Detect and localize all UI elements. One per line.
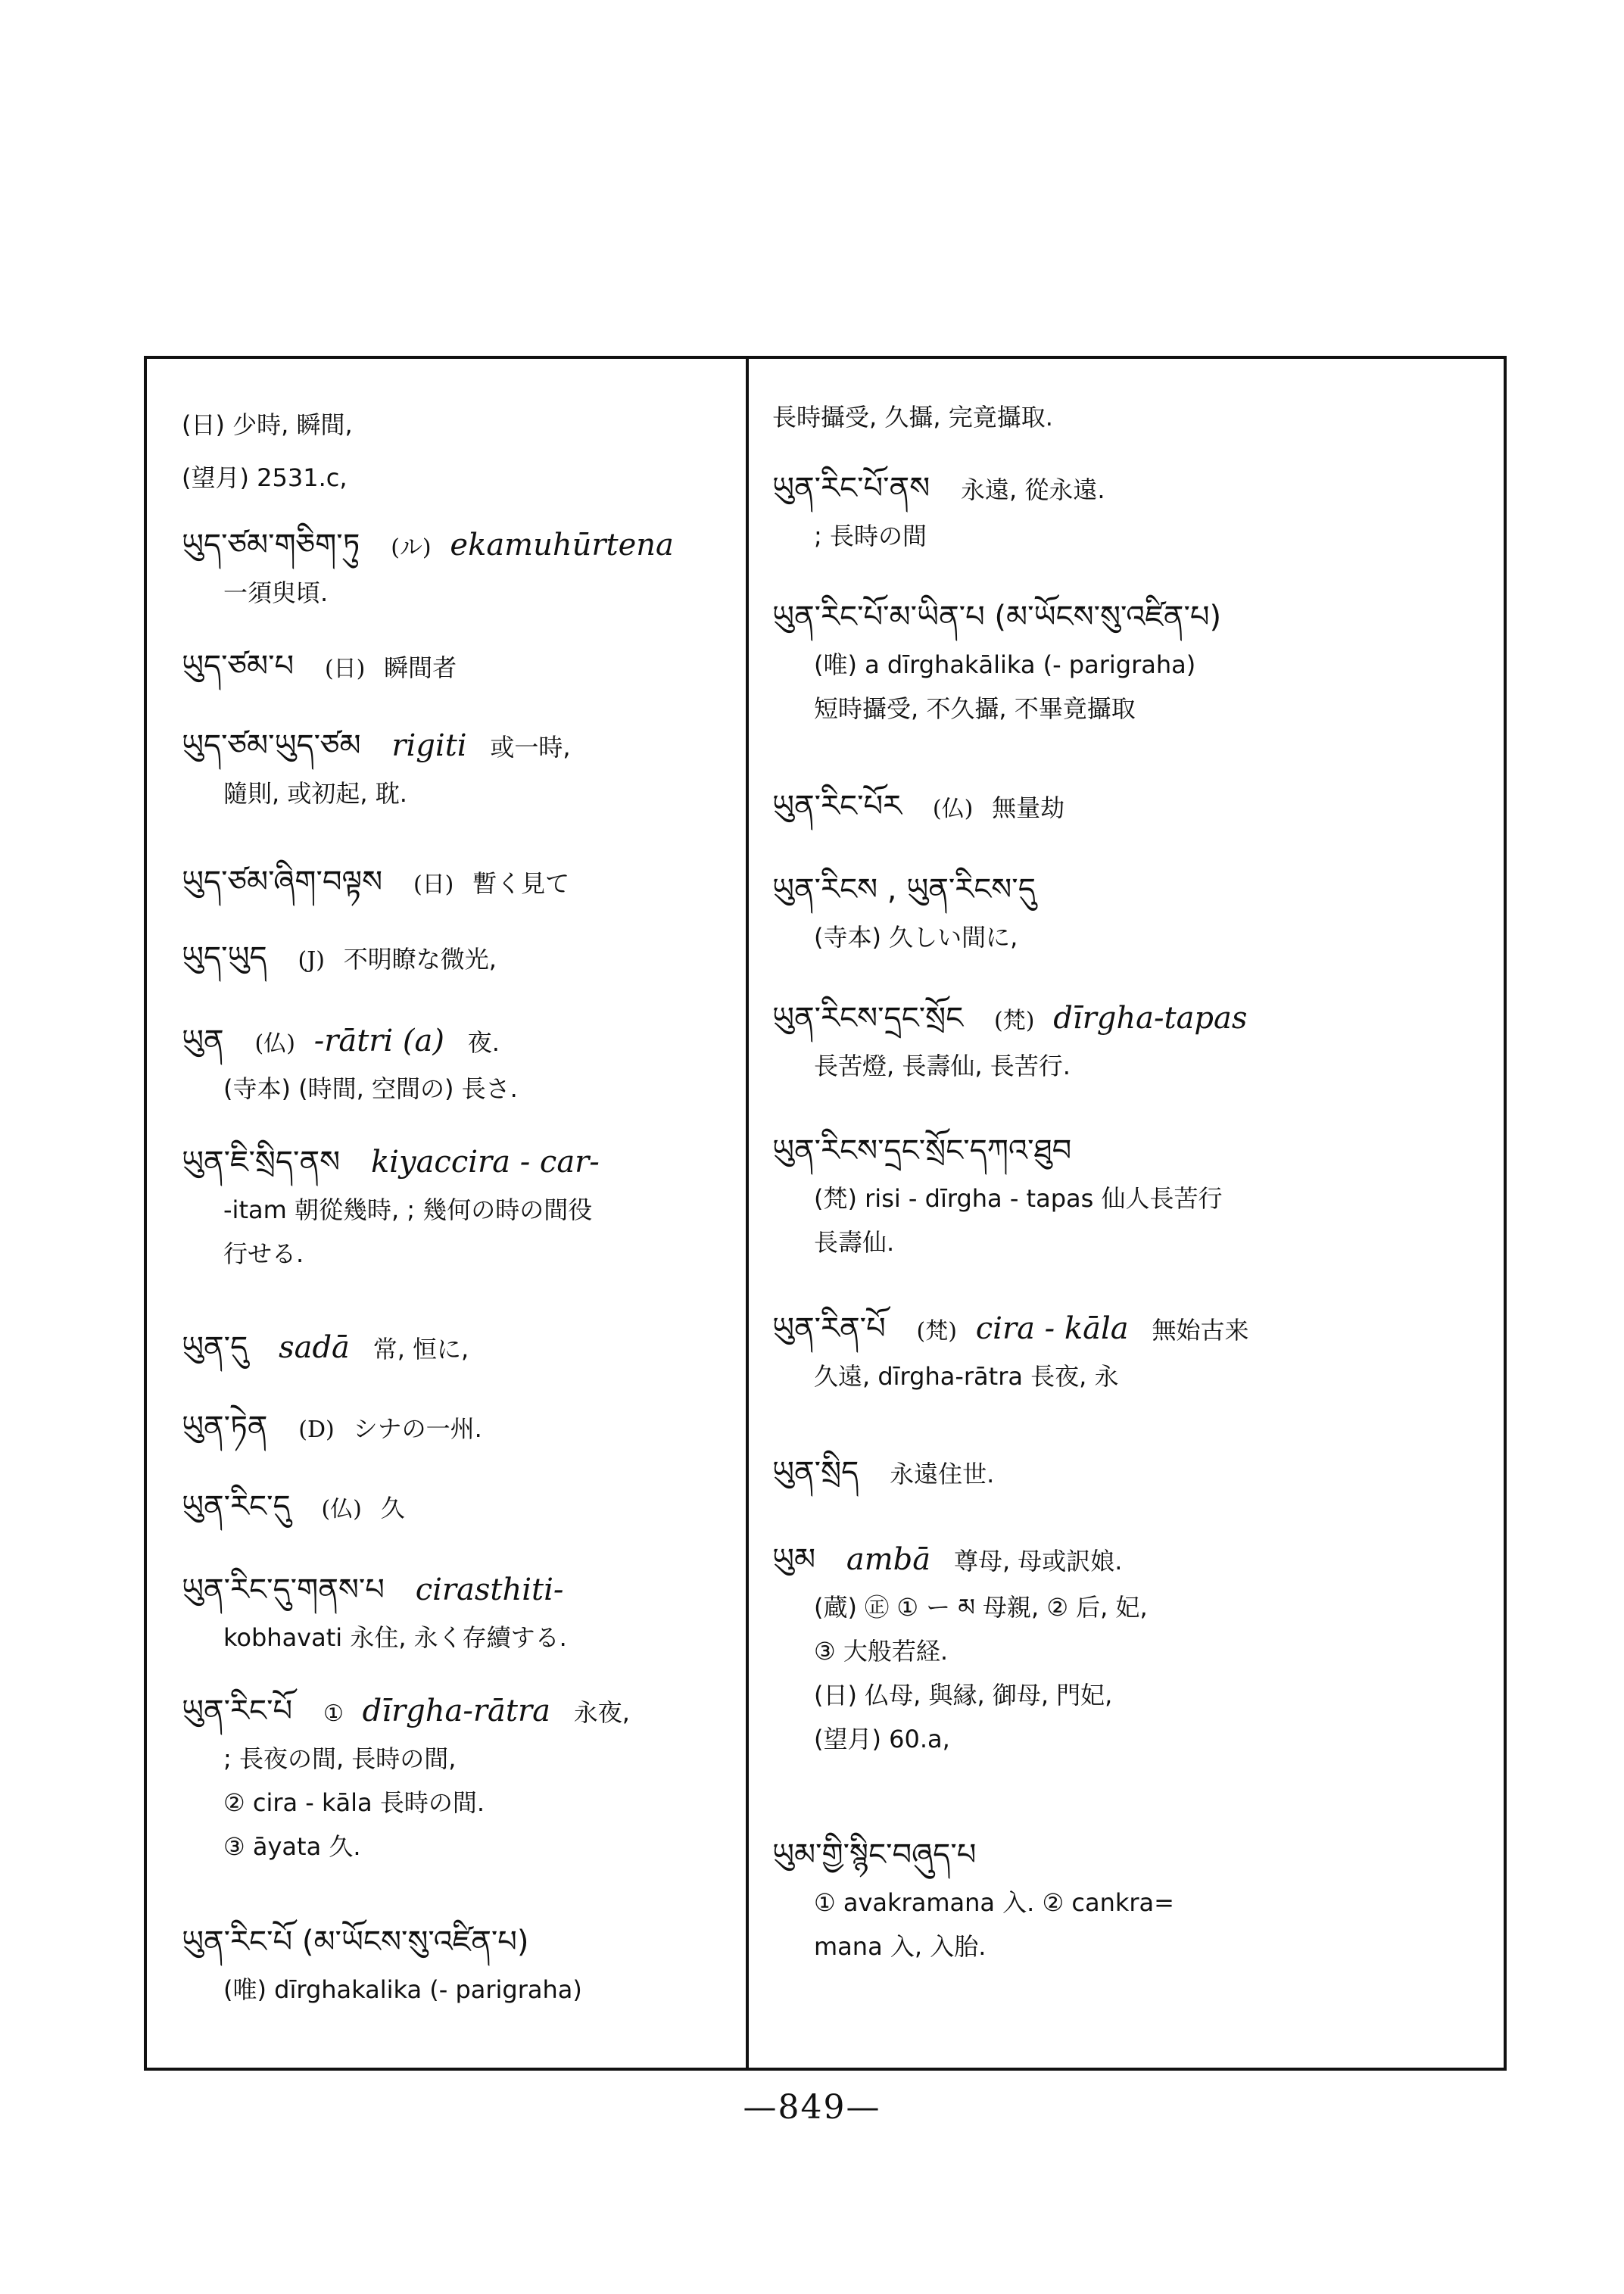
sanskrit-term: -rātri (a) <box>313 1024 444 1058</box>
tibetan-headword: ཡུན་རིངས , ཡུན་རིངས་དུ <box>772 872 1036 907</box>
source-tag: (仏) <box>932 796 974 822</box>
tibetan-headword: ཡུན <box>182 1024 224 1058</box>
entry <box>772 598 1348 724</box>
entry <box>772 469 1348 551</box>
gloss-line: 久遠, dīrgha-rātra 長夜, 永 <box>814 1362 1119 1391</box>
tibetan-headword: ཡུན་རིང་དུ་གནས་པ <box>182 1572 385 1607</box>
gloss-line: 長時攝受, 久攝, 完竟攝取. <box>772 403 1053 432</box>
entry <box>182 1408 757 1446</box>
entry <box>772 871 1348 952</box>
gloss-line: kobhavati 永住, 永く存續する. <box>223 1623 567 1652</box>
entry <box>772 401 1348 434</box>
source-tag: (梵) <box>994 1008 1035 1034</box>
gloss: 永夜, <box>573 1698 630 1727</box>
gloss-line: (望月) 60.a, <box>814 1725 950 1753</box>
entry <box>182 1143 757 1269</box>
source-tag: (日) <box>413 871 454 898</box>
entry-text: (日) 少時, 瞬間, <box>182 410 353 439</box>
gloss-line: 長壽仙. <box>814 1228 895 1257</box>
gloss-line: 隨則, 或初起, 耽. <box>223 779 407 808</box>
gloss: 暫く見て <box>472 869 570 898</box>
sanskrit-term: dīrgha-tapas <box>1053 1001 1248 1036</box>
tibetan-headword: ཡུད་ཙམ་པ <box>182 649 295 684</box>
tibetan-headword: ཡུད་ཙམ་ཞིག་བལྟས <box>182 865 383 899</box>
gloss-line: mana 入, 入胎. <box>814 1932 987 1961</box>
source-tag: (梵) <box>916 1318 957 1345</box>
entry <box>182 863 757 901</box>
tibetan-headword: ཡུན་རིང་པོ་ནས <box>772 471 930 506</box>
gloss-line: ③ āyata 久. <box>223 1832 361 1861</box>
entry <box>182 1488 757 1526</box>
source-tag: (D) <box>298 1417 335 1443</box>
sanskrit-term: dīrgha-rātra <box>362 1694 550 1728</box>
gloss: 無始古来 <box>1152 1316 1249 1345</box>
entry <box>182 1692 757 1862</box>
tibetan-headword: ཡུན་དུ <box>182 1330 248 1365</box>
gloss-line: 長苦燈, 長壽仙, 長苦行. <box>814 1052 1071 1080</box>
entry <box>182 526 757 608</box>
gloss: 常, 恒に, <box>372 1335 469 1364</box>
gloss-line: (梵) risi - dīrgha - tapas 仙人長苦行 <box>814 1184 1223 1213</box>
tibetan-headword: ཡུད་ཙམ་གཅིག་ཏུ <box>182 528 360 563</box>
entry <box>772 1454 1348 1491</box>
gloss-line: -itam 朝從幾時, ; 幾何の時の間役 <box>223 1195 593 1224</box>
tibetan-headword: ཡུན་རིང་པོ (མ་ཡོངས་སུ་འཛིན་པ) <box>182 1925 529 1959</box>
tibetan-headword: ཡུན་རིངས་དྲང་སྲོང <box>772 1001 964 1036</box>
sanskrit-term: rigiti <box>391 728 467 763</box>
source-tag: (ル) <box>391 535 432 561</box>
entry <box>772 999 1348 1081</box>
source-tag: (仏) <box>254 1030 295 1057</box>
entry <box>182 462 757 494</box>
gloss: 尊母, 母或訳娘. <box>953 1547 1123 1576</box>
gloss: 久 <box>380 1494 405 1523</box>
tibetan-headword: ཡུད་ཙམ་ཡུད་ཙམ <box>182 728 361 763</box>
gloss: 永遠, 從永遠. <box>961 475 1105 504</box>
gloss-line: 短時攝受, 不久攝, 不畢竟攝取 <box>814 694 1136 723</box>
sanskrit-term: cira - kāla <box>975 1311 1129 1346</box>
tibetan-headword: ཡུན་ཇི་སྲིད་ནས <box>182 1145 341 1180</box>
gloss-line: ① avakramana 入. ② cankra= <box>814 1888 1174 1917</box>
tibetan-headword: ཡུན་རིང་པོ་མ་ཡིན་པ (མ་ཡོངས་སུ་འཛིན་པ) <box>772 600 1222 634</box>
tibetan-headword: ཡུན་སྲིད <box>772 1455 859 1490</box>
sanskrit-term: kiyaccira - car- <box>370 1145 600 1180</box>
tibetan-headword: ཡུན་རིང་དུ <box>182 1489 291 1524</box>
tibetan-headword: ཡུན་རིང་པོ <box>182 1694 293 1728</box>
entry <box>182 1329 757 1367</box>
source-tag: ① <box>323 1700 344 1727</box>
gloss: 無量劫 <box>992 793 1065 822</box>
entry <box>772 787 1348 825</box>
entry <box>772 1836 1348 1962</box>
tibetan-headword: ཡུམ་གྱི་སྙིང་བཞུད་པ <box>772 1837 977 1872</box>
gloss: 或一時, <box>490 733 571 762</box>
gloss: シナの一州. <box>353 1414 482 1443</box>
gloss-line: 一須臾頃. <box>223 578 329 607</box>
gloss-line: 行せる. <box>223 1239 304 1268</box>
entry <box>772 1310 1348 1392</box>
tibetan-headword: ཡུན་རིང་པོར <box>772 789 902 824</box>
source-tag: (仏) <box>321 1496 362 1523</box>
entry <box>182 727 757 809</box>
sanskrit-term: sadā <box>279 1330 350 1365</box>
entry <box>772 1541 1348 1754</box>
gloss-line: ③ 大般若経. <box>814 1637 949 1666</box>
gloss-line: ; 長時の間 <box>814 522 927 550</box>
gloss: 瞬間者 <box>384 653 457 682</box>
entry <box>182 647 757 685</box>
gloss: 永遠住世. <box>890 1460 995 1488</box>
tibetan-headword: ཡུན་ཏེན <box>182 1410 268 1445</box>
gloss: 夜. <box>467 1028 500 1057</box>
tibetan-headword: ཡུན་རིངས་དྲང་སྲོང་དཀའ་ཐུབ <box>772 1133 1072 1168</box>
sanskrit-term: ambā <box>846 1542 931 1577</box>
tibetan-headword: ཡུན་རིན་པོ <box>772 1311 886 1346</box>
entry <box>772 1132 1348 1258</box>
gloss-line: ② cira - kāla 長時の間. <box>223 1788 485 1817</box>
page-number: —849— <box>743 2088 881 2127</box>
entry <box>182 939 757 977</box>
entry <box>182 409 757 441</box>
gloss-line: (寺本) 久しい間に, <box>814 923 1018 952</box>
gloss-line: (蔵) ㊣ ① ー མ 母親, ② 后, 妃, <box>814 1593 1148 1622</box>
gloss-line: (日) 仏母, 與縁, 御母, 門妃, <box>814 1681 1113 1710</box>
entry <box>182 1022 757 1104</box>
sanskrit-term: cirasthiti- <box>415 1572 564 1607</box>
gloss-line: (唯) dīrghakalika (- parigraha) <box>223 1975 582 2004</box>
gloss-line: ; 長夜の間, 長時の間, <box>223 1744 457 1773</box>
source-tag: (日) <box>324 656 366 682</box>
gloss: 不明瞭な微光, <box>343 945 497 974</box>
entry <box>182 1571 757 1653</box>
tibetan-headword: ཡུད་ཡུད <box>182 940 267 975</box>
sanskrit-term: ekamuhūrtena <box>450 528 674 563</box>
entry-text: (望月) 2531.c, <box>182 463 348 492</box>
gloss-line: (唯) a dīrghakālika (- parigraha) <box>814 650 1196 679</box>
source-tag: (J) <box>298 947 325 974</box>
gloss-line: (寺本) (時間, 空間の) 長さ. <box>223 1074 518 1103</box>
tibetan-headword: ཡུམ <box>772 1542 816 1577</box>
entry <box>182 1923 757 2005</box>
